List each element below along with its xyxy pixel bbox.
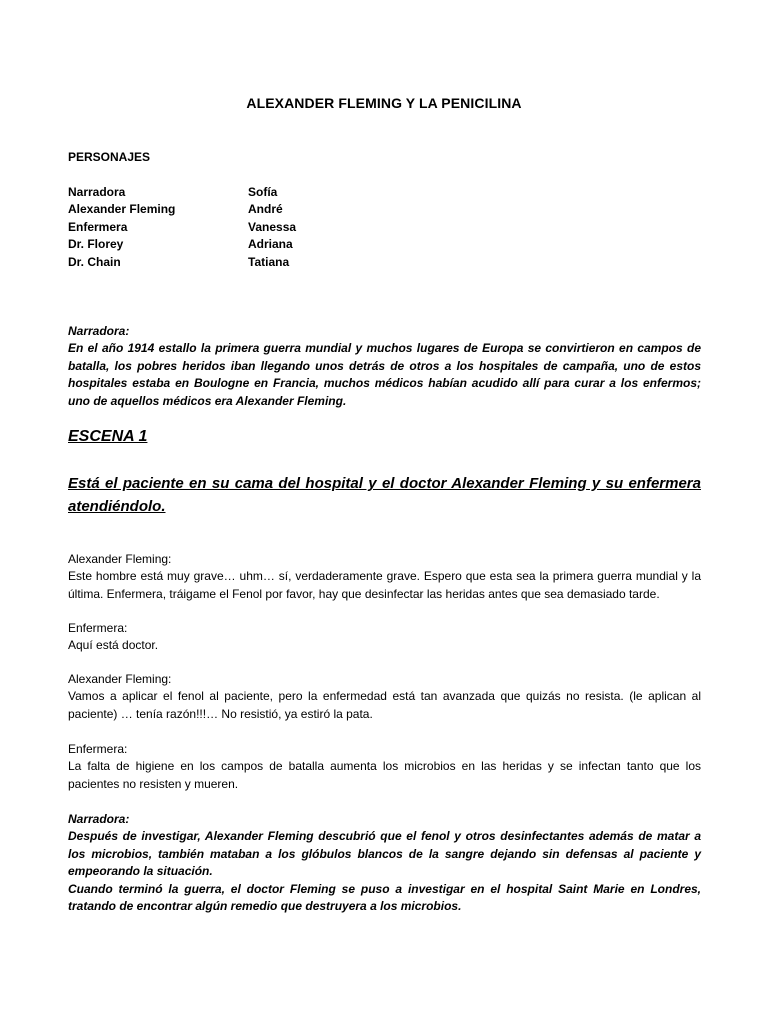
dialogue-text: La falta de higiene en los campos de batalla aumenta los microbios en las heridas y se infectan tanto que los pacientes no resisten y mueren.: [68, 759, 701, 791]
dialogue-block: [68, 671, 701, 723]
dialogue-block: [68, 551, 701, 603]
dialogue-block: [68, 741, 701, 793]
cast-list: [68, 184, 368, 271]
speaker-label: Enfermera:: [68, 621, 128, 635]
narration-text: En el año 1914 estallo la primera guerra mundial y muchos lugares de Europa se convirtieron en campos de batalla, los pobres heridos iban llegando unos detrás de otros a los hospitales de campaña, uno de estos hospitales estaba en Boulogne en Francia, muchos médicos habían acudido allí para curar a los enfermos; uno de aquellos médicos era Alexander Fleming.: [68, 341, 701, 408]
cast-row: [68, 236, 368, 253]
narration-text: Cuando terminó la guerra, el doctor Fleming se puso a investigar en el hospital Saint Marie en Londres, tratando de encontrar algún remedio que destruyera a los microbios.: [68, 881, 701, 914]
speaker-label: Narradora:: [68, 812, 130, 826]
cast-actor: Sofía: [248, 185, 278, 199]
cast-actor: Tatiana: [248, 254, 290, 269]
dialogue-text: Este hombre está muy grave… uhm… sí, verdaderamente grave. Espero que esta sea la primera guerra mundial y la última. Enfermera, tráigame el Fenol por favor, hay que desinfectar las heridas antes que sea demasiado tarde.: [68, 569, 701, 601]
dialogue-block: [68, 620, 701, 655]
cast-actor: Adriana: [248, 237, 293, 252]
document-title: ALEXANDER FLEMING Y LA PENICILINA: [246, 95, 522, 111]
dialogue-text: Vamos a aplicar el fenol al paciente, pero la enfermedad está tan avanzada que quizás no resista. (le aplican al paciente) … tenía razón!!!… No resistió, ya estiró la pata.: [68, 689, 701, 721]
scene-title: ESCENA 1: [68, 428, 148, 445]
speaker-label: Alexander Fleming:: [68, 672, 172, 686]
cast-row: [68, 184, 368, 201]
cast-row: [68, 219, 368, 236]
cast-role: Dr. Chain: [68, 254, 121, 269]
cast-heading: PERSONAJES: [68, 150, 151, 164]
closing-narration: [68, 811, 701, 915]
cast-role: Alexander Fleming: [68, 202, 176, 217]
speaker-label: Alexander Fleming:: [68, 552, 172, 566]
cast-row: [68, 201, 368, 218]
dialogue-text: Aquí está doctor.: [68, 638, 159, 653]
cast-row: [68, 254, 368, 271]
speaker-label: Narradora:: [68, 324, 130, 338]
speaker-label: Enfermera:: [68, 742, 128, 756]
cast-actor: Vanessa: [248, 219, 297, 234]
cast-role: Narradora: [68, 185, 126, 199]
cast-role: Dr. Florey: [68, 237, 124, 252]
scene-description: Está el paciente en su cama del hospital y el doctor Alexander Fleming y su enfermera atendiéndolo.: [68, 475, 701, 515]
cast-actor: André: [248, 202, 283, 217]
cast-role: Enfermera: [68, 219, 128, 234]
narration-text: Después de investigar, Alexander Fleming descubrió que el fenol y otros desinfectantes además de matar a los microbios, también mataban a los glóbulos blancos de la sangre dejando sin defensas al paciente y empeorando la situación.: [68, 829, 701, 879]
intro-narration: [68, 323, 701, 410]
